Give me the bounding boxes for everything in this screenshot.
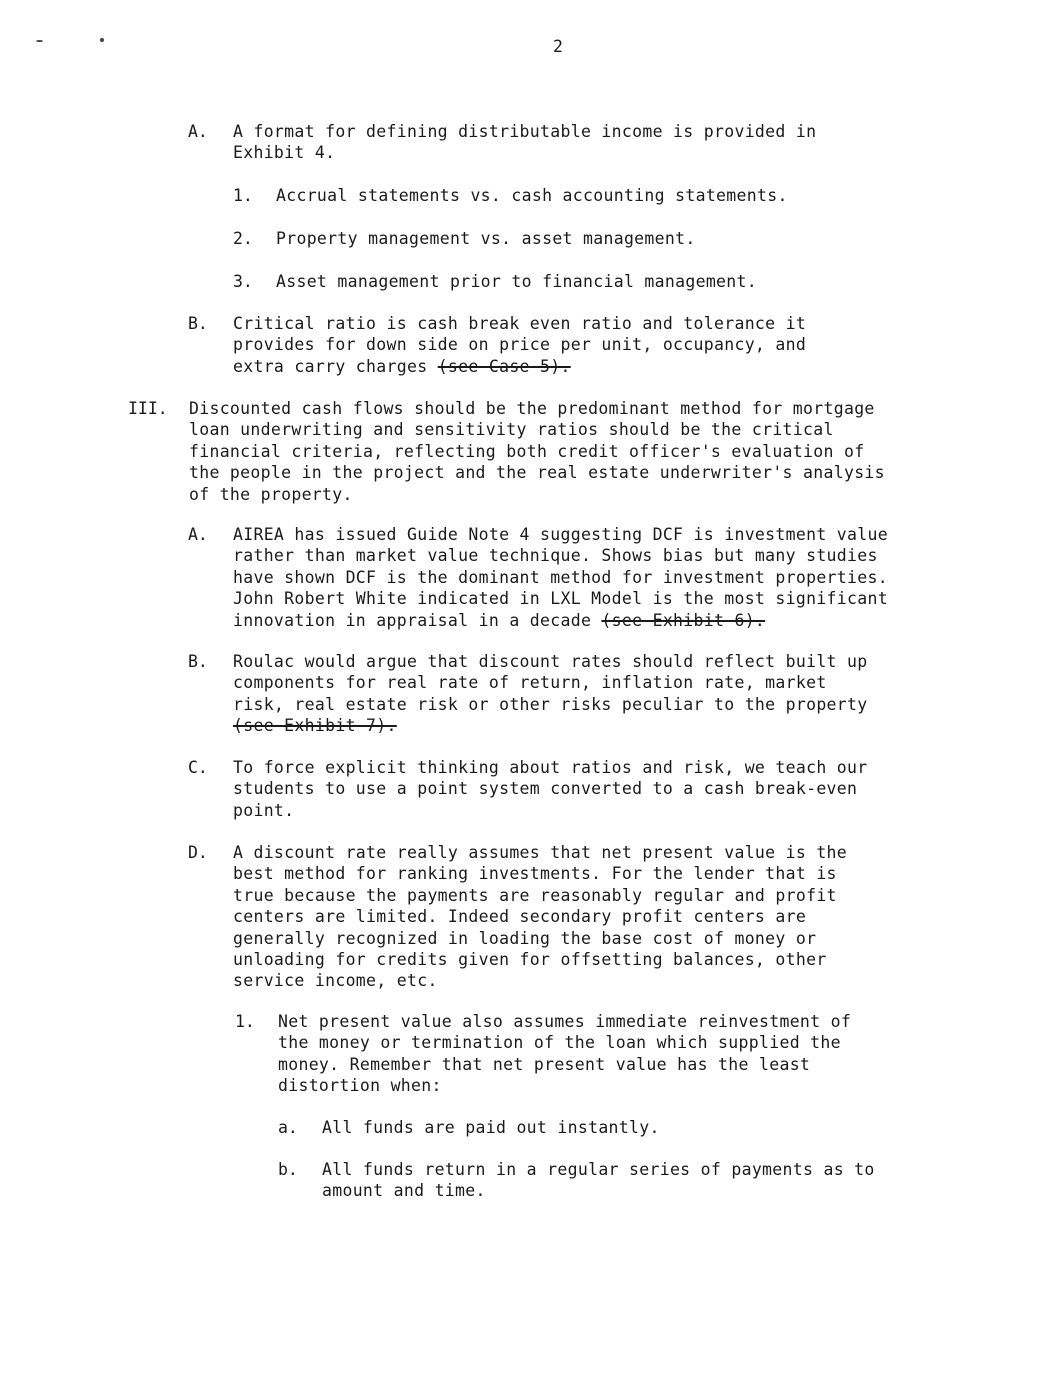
a-item-1-text: Accrual statements vs. cash accounting statements. [276,186,788,205]
text-line: money. Remember that net present value has the least [278,1054,811,1074]
a-item-1-label: 1. [233,186,253,205]
section-iii-c-text [233,757,868,821]
text-fragment: innovation in appraisal in a decade [233,610,592,630]
text-line: Roulac would argue that discount rates should reflect built up [233,652,868,671]
struck-reference: (see Exhibit 6). [601,610,766,630]
text-line: the money or termination of the loan which supplied the [278,1033,841,1053]
text-line: components for real rate of return, inflation rate, market [233,673,827,693]
text-line: AIREA has issued Guide Note 4 suggesting DCF is investment value [233,525,888,544]
section-iii-d-text [233,842,847,992]
text-line: loan underwriting and sensitivity ratios should be the critical [189,420,834,440]
text-line: best method for ranking investments. For the lender that is [233,864,837,884]
scan-speck [36,40,43,42]
section-a-text [233,121,816,164]
text-line: have shown DCF is the dominant method for investment properties. [233,567,888,587]
section-iii-a-text [233,524,888,631]
a-item-2-text: Property management vs. asset management. [276,229,696,248]
section-iii-text [189,398,885,505]
section-b-label: B. [188,314,208,333]
section-iii-label: III. [128,399,168,418]
text-line: students to use a point system converted to a cash break-even [233,779,858,799]
text-line: provides for down side on price per unit, occupancy, and [233,335,807,355]
text-line [233,610,888,631]
text-line: of the property. [189,484,353,504]
text-line: amount and time. [322,1181,486,1201]
page-number: 2 [553,37,563,56]
text-line: generally recognized in loading the base cost of money or [233,928,817,948]
text-line: To force explicit thinking about ratios and risk, we teach our [233,758,868,777]
text-line: unloading for credits given for offsetting balances, other [233,950,827,970]
scan-speck [100,38,104,42]
a-item-3-label: 3. [233,272,253,291]
section-iii-d-label: D. [188,843,208,862]
section-iii-d-1-label: 1. [235,1012,255,1031]
text-line: Discounted cash flows should be the predominant method for mortgage [189,399,875,418]
text-line: centers are limited. Indeed secondary profit centers are [233,907,807,927]
text-fragment: extra carry charges [233,356,428,376]
text-line: true because the payments are reasonably regular and profit [233,885,837,905]
text-line: Net present value also assumes immediate reinvestment of [278,1012,852,1031]
section-iii-d-1-text [278,1011,851,1097]
a-item-3-text: Asset management prior to financial management. [276,272,757,291]
text-line: rather than market value technique. Shows bias but many studies [233,546,878,566]
text-line [233,715,868,736]
sub-item-b-label: b. [278,1160,298,1179]
text-line: John Robert White indicated in LXL Model is the most significant [233,589,888,609]
text-line [233,356,806,377]
section-iii-a-label: A. [188,525,208,544]
text-line: All funds return in a regular series of payments as to [322,1160,875,1179]
text-line: Critical ratio is cash break even ratio and tolerance it [233,314,807,333]
struck-reference: (see Exhibit 7). [233,716,397,736]
section-b-text [233,313,806,377]
text-line: All funds are paid out instantly. [322,1118,660,1137]
sub-item-a-text [322,1117,660,1138]
section-iii-c-label: C. [188,758,208,777]
text-line: service income, etc. [233,971,438,991]
text-line: risk, real estate risk or other risks peculiar to the property [233,694,868,714]
text-line: distortion when: [278,1076,442,1096]
text-line: A discount rate really assumes that net present value is the [233,843,848,862]
text-line: point. [233,800,295,820]
text-line: Exhibit 4. [233,143,336,163]
section-iii-b-label: B. [188,652,208,671]
sub-item-b-text [322,1159,875,1202]
sub-item-a-label: a. [278,1118,298,1137]
section-iii-b-text [233,651,868,737]
section-a-label: A. [188,122,208,141]
text-line: A format for defining distributable income is provided in [233,122,817,141]
a-item-2-label: 2. [233,229,253,248]
text-line: the people in the project and the real estate underwriter's analysis [189,463,885,483]
struck-reference: (see Case 5). [437,356,571,376]
text-line: financial criteria, reflecting both credit officer's evaluation of [189,441,865,461]
